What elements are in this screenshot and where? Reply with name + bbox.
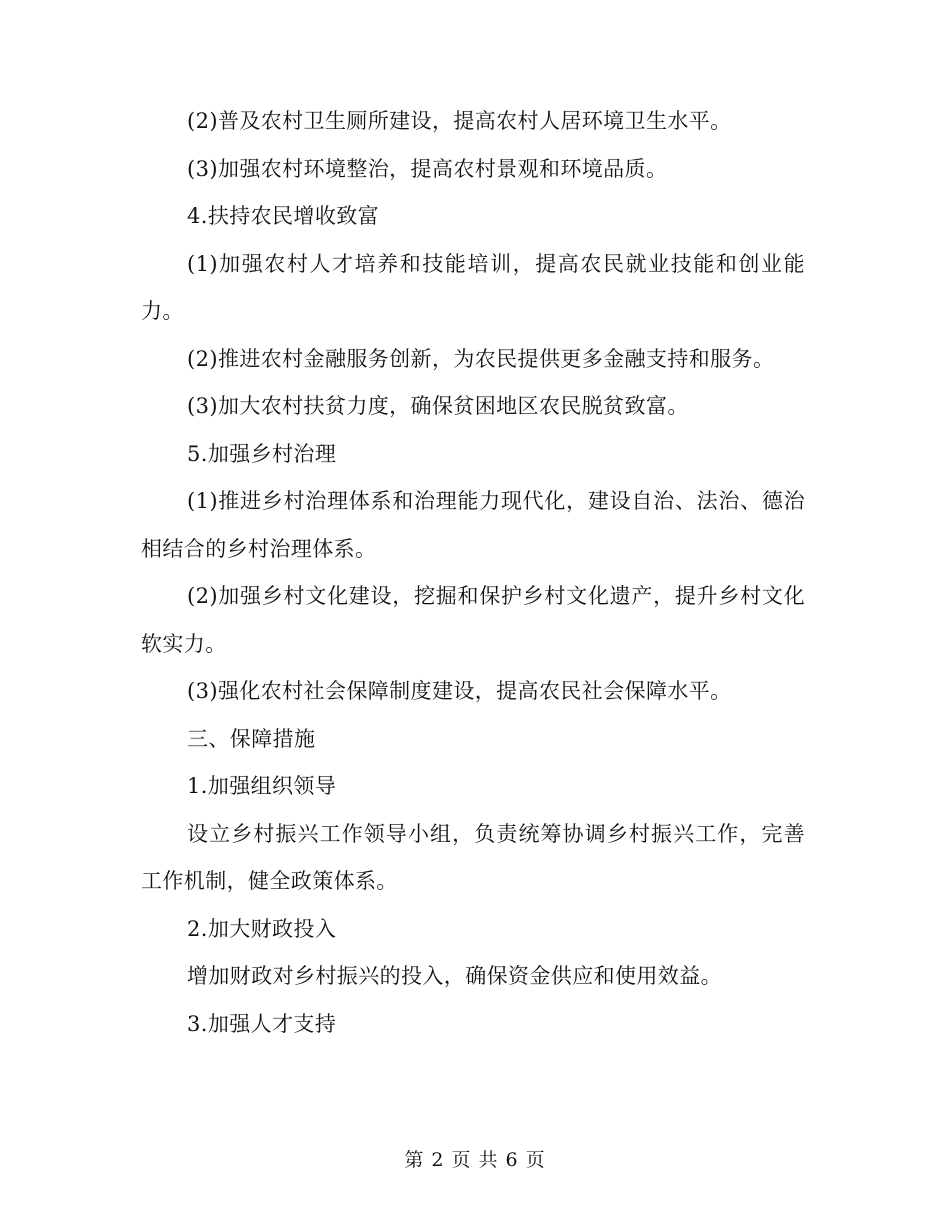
section-heading-talent-support: 3.加强人才支持 <box>187 1011 337 1036</box>
section-heading-leadership: 1.加强组织领导 <box>187 774 337 798</box>
paragraph-fiscal-input: 增加财政对乡村振兴的投入，确保资金供应和使用效益。 <box>187 964 722 988</box>
section-heading-fiscal-input: 2.加大财政投入 <box>187 916 337 941</box>
paragraph-poverty-alleviation: (3)加大农村扶贫力度，确保贫困地区农民脱贫致富。 <box>187 394 689 418</box>
paragraph-environment-improvement: (3)加强农村环境整治，提高农村景观和环境品质。 <box>187 156 668 181</box>
section-heading-rural-governance: 5.加强乡村治理 <box>187 441 337 466</box>
paragraph-rural-culture: (2)加强乡村文化建设，挖掘和保护乡村文化遗产，提升乡村文化软实力。 <box>141 584 805 656</box>
paragraph-governance-system: (1)推进乡村治理体系和治理能力现代化，建设自治、法治、德治相结合的乡村治理体系。 <box>141 489 805 561</box>
document-body <box>141 98 805 1048</box>
chapter-heading-safeguards: 三、保障措施 <box>187 726 316 751</box>
page-number-footer: 第 2 页 共 6 页 <box>404 1149 546 1171</box>
paragraph-talent-training: (1)加强农村人才培养和技能培训，提高农民就业技能和创业能力。 <box>141 251 805 323</box>
paragraph-leadership-group: 设立乡村振兴工作领导小组，负责统筹协调乡村振兴工作，完善工作机制，健全政策体系。 <box>141 821 805 893</box>
paragraph-financial-services: (2)推进农村金融服务创新，为农民提供更多金融支持和服务。 <box>187 346 775 371</box>
paragraph-sanitation-toilets: (2)普及农村卫生厕所建设，提高农村人居环境卫生水平。 <box>187 109 732 133</box>
section-heading-farmer-income: 4.扶持农民增收致富 <box>187 204 380 228</box>
paragraph-social-security: (3)强化农村社会保障制度建设，提高农民社会保障水平。 <box>187 679 732 703</box>
